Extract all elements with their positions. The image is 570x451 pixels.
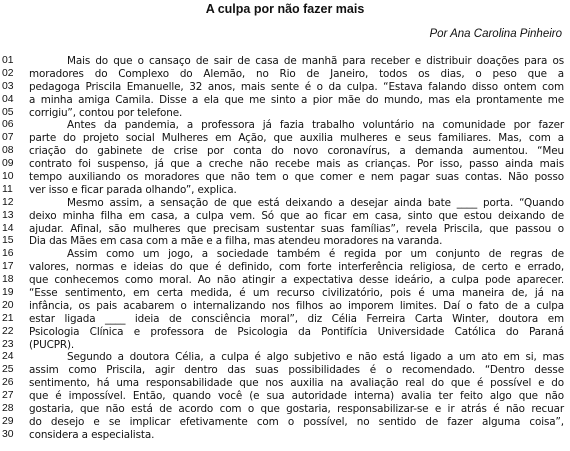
- line-number: 27: [2, 390, 14, 402]
- line-number: 08: [2, 145, 14, 157]
- line-text: assim como Priscila, agir dentro das suas possibilidades é o recomendado. “Dentro desse: [29, 364, 564, 377]
- text-line: [0, 313, 570, 326]
- line-text: Assim como um jogo, a sociedade também é regida por um conjunto de regras de: [67, 248, 564, 261]
- line-number: 20: [2, 299, 14, 311]
- text-line: [0, 339, 570, 352]
- line-number: 21: [2, 312, 14, 324]
- line-number: 05: [2, 106, 14, 118]
- text-line: [0, 416, 570, 429]
- text-line: [0, 171, 570, 184]
- text-line: [0, 377, 570, 390]
- text-line: [0, 261, 570, 274]
- text-line: [0, 235, 570, 248]
- text-line: [0, 55, 570, 68]
- line-number: 09: [2, 158, 14, 170]
- line-text: gostaria, que não está de acordo com o que gostaria, responsabilizar-se e ir atrás é não recuar: [29, 403, 564, 416]
- line-number: 28: [2, 403, 14, 415]
- line-number: 07: [2, 132, 14, 144]
- line-text: Mesmo assim, a sensação de que está deixando a desejar ainda bate ____ porta. “Quando: [67, 196, 564, 209]
- text-line: [0, 68, 570, 81]
- line-text: Segundo a doutora Célia, a culpa é algo subjetivo e não está ligado a um ato em si, mas: [67, 351, 564, 364]
- line-text: Antes da pandemia, a professora já fazia trabalho voluntário na comunidade por fazer: [67, 119, 564, 132]
- line-number: 15: [2, 235, 14, 247]
- line-text: criação do gabinete de crise por conta do novo coronavírus, a demanda aumentou. “Meu: [29, 145, 564, 158]
- text-line: [0, 81, 570, 94]
- line-number: 13: [2, 209, 14, 221]
- line-text: deixo minha filha em casa, a culpa vem. Só que ao ficar em casa, sinto que estou deixando de: [29, 209, 564, 222]
- line-text: do desejo e se implicar efetivamente com o possível, no sentido de fazer alguma coisa”,: [29, 415, 564, 428]
- line-text: valores, normas e ideias do que é definido, com forte interferência religiosa, de certo e errado,: [29, 261, 564, 274]
- text-line: [0, 158, 570, 171]
- text-line: [0, 326, 570, 339]
- text-line: [0, 145, 570, 158]
- line-text: a minha amiga Camila. Disse a ela que me sinto a pior mãe do mundo, mas ela prontamente me: [29, 93, 564, 106]
- text-line: [0, 197, 570, 210]
- text-line: [0, 274, 570, 287]
- text-line: [0, 364, 570, 377]
- text-line: [0, 119, 570, 132]
- text-line: [0, 351, 570, 364]
- text-line: [0, 403, 570, 416]
- line-number: 30: [2, 428, 14, 440]
- line-text: Dia das Mães em casa com a mãe e a filha, mas atendeu moradores na varanda.: [29, 235, 443, 248]
- article-body: [0, 55, 570, 442]
- line-text: pedagoga Priscila Emanuelle, 32 anos, mais sente é o da culpa. “Estava falando disso ontem com: [29, 80, 564, 93]
- line-text: considera a especialista.: [29, 428, 155, 441]
- line-number: 19: [2, 287, 14, 299]
- text-line: [0, 429, 570, 442]
- line-number: 14: [2, 222, 14, 234]
- text-line: [0, 223, 570, 236]
- line-text: sentimento, há uma responsabilidade que nos auxilia na avaliação real do que é possível e do: [29, 377, 564, 390]
- line-number: 02: [2, 67, 14, 79]
- text-line: [0, 132, 570, 145]
- line-number: 10: [2, 171, 14, 183]
- text-line: [0, 287, 570, 300]
- text-line: [0, 248, 570, 261]
- text-line: [0, 390, 570, 403]
- line-text: ajudar. Afinal, são mulheres que precisam sustentar suas famílias”, revela Priscila, que passou o: [29, 222, 564, 235]
- line-number: 16: [2, 248, 14, 260]
- line-text: Mais do que o cansaço de sair de casa de manhã para receber e distribuir doações para os: [67, 55, 564, 67]
- text-line: [0, 210, 570, 223]
- line-number: 29: [2, 415, 14, 427]
- line-number: 12: [2, 196, 14, 208]
- line-number: 04: [2, 93, 14, 105]
- line-text: que é impossível. Então, quando você (e sua autoridade interna) avalia ter feito algo que não: [29, 390, 564, 403]
- text-line: [0, 107, 570, 120]
- line-text: parte do projeto social Mulheres em Ação, que auxilia mulheres e seus familiares. Mas, com a: [29, 132, 564, 145]
- line-number: 11: [2, 183, 13, 195]
- line-number: 01: [2, 55, 14, 66]
- line-number: 22: [2, 325, 14, 337]
- line-number: 23: [2, 338, 14, 350]
- line-text: infância, os pais acabarem o internalizando nos filhos ao imporem limites. Daí o fato de a culpa: [29, 299, 564, 312]
- line-number: 03: [2, 80, 14, 92]
- text-line: [0, 184, 570, 197]
- line-number: 24: [2, 351, 14, 363]
- line-number: 25: [2, 364, 14, 376]
- line-text: estar ligada ____ ideia de consciência moral”, diz Célia Ferreira Carta Winter, doutora em: [29, 312, 564, 325]
- line-text: que conhecemos como moral. Ao não atingir a expectativa desse ideário, a culpa pode aparecer.: [29, 274, 564, 287]
- text-line: [0, 94, 570, 107]
- line-text: tempo auxiliando os moradores que não tem o que comer e nem pagar suas contas. Não posso: [29, 171, 564, 184]
- text-line: [0, 300, 570, 313]
- line-text: moradores do Complexo do Alemão, no Rio de Janeiro, todos os dias, o peso que a: [29, 67, 564, 80]
- line-text: “Esse sentimento, em certa medida, é um recurso civilizatório, pois é uma maneira de, já na: [29, 287, 564, 300]
- line-number: 17: [2, 261, 14, 273]
- line-number: 18: [2, 274, 14, 286]
- line-text: ver isso e ficar parada olhando”, explica.: [29, 183, 237, 196]
- article-author: Por Ana Carolina Pinheiro: [429, 28, 562, 40]
- article-title: A culpa por não fazer mais: [205, 2, 365, 16]
- line-number: 06: [2, 119, 14, 131]
- line-text: (PUCPR).: [29, 338, 75, 351]
- line-text: Psicologia Clínica e professora de Psicologia da Pontifícia Universidade Católica do Paraná: [29, 325, 564, 338]
- line-number: 26: [2, 377, 14, 389]
- line-text: contrato foi suspenso, já que a creche não recebe mais as crianças. Por isso, passo ainda mais: [29, 158, 564, 171]
- line-text: corrigiu”, contou por telefone.: [29, 106, 183, 119]
